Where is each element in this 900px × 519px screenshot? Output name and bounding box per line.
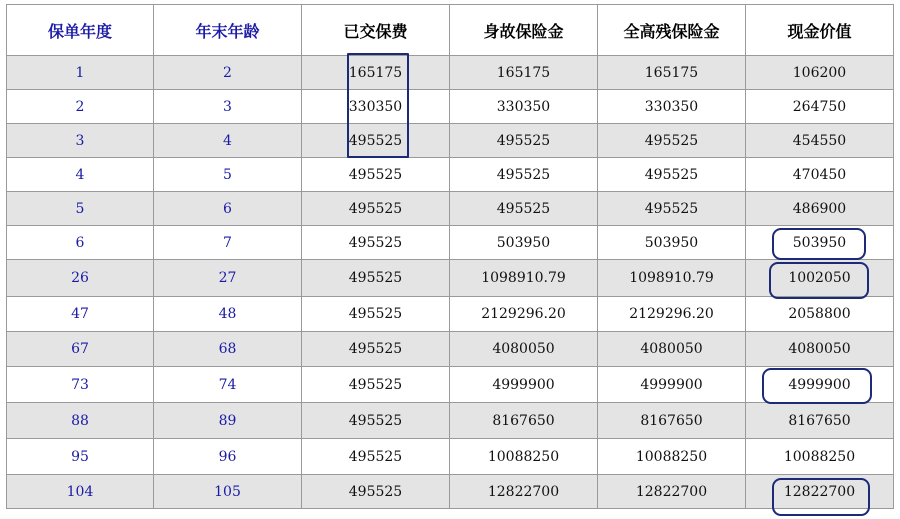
cell-cash-value: 2058800 (746, 297, 894, 332)
cell-cash-value: 12822700 (746, 475, 894, 509)
header-disability-benefit: 全高残保险金 (598, 5, 746, 56)
cell-premiums-paid: 495525 (302, 297, 450, 332)
cell-cash-value: 10088250 (746, 439, 894, 475)
cell-disability-benefit: 495525 (598, 158, 746, 192)
cell-policy-year: 5 (7, 192, 154, 226)
cell-premiums-paid: 495525 (302, 475, 450, 509)
cell-premiums-paid: 495525 (302, 192, 450, 226)
cell-premiums-paid: 495525 (302, 403, 450, 439)
table-row (7, 367, 894, 403)
cell-policy-year: 104 (7, 475, 154, 509)
cell-policy-year: 2 (7, 90, 154, 124)
cell-policy-year: 88 (7, 403, 154, 439)
cell-age: 6 (154, 192, 302, 226)
table-row (7, 158, 894, 192)
cell-age: 5 (154, 158, 302, 192)
cell-age: 96 (154, 439, 302, 475)
cell-age: 2 (154, 56, 302, 90)
cell-death-benefit: 495525 (450, 158, 598, 192)
cell-age: 3 (154, 90, 302, 124)
cell-policy-year: 3 (7, 124, 154, 158)
cell-death-benefit: 12822700 (450, 475, 598, 509)
header-age-at-year-end: 年末年龄 (154, 5, 302, 56)
cell-age: 68 (154, 332, 302, 367)
cell-death-benefit: 2129296.20 (450, 297, 598, 332)
cell-death-benefit: 330350 (450, 90, 598, 124)
cell-premiums-paid: 495525 (302, 260, 450, 297)
table-row (7, 403, 894, 439)
cell-cash-value: 454550 (746, 124, 894, 158)
cell-policy-year: 73 (7, 367, 154, 403)
cell-age: 4 (154, 124, 302, 158)
table-row (7, 124, 894, 158)
cell-disability-benefit: 503950 (598, 226, 746, 260)
header-premiums-paid: 已交保费 (302, 5, 450, 56)
table-row (7, 90, 894, 124)
cell-premiums-paid: 495525 (302, 332, 450, 367)
cell-death-benefit: 8167650 (450, 403, 598, 439)
cell-premiums-paid: 495525 (302, 226, 450, 260)
cell-age: 89 (154, 403, 302, 439)
cell-policy-year: 67 (7, 332, 154, 367)
cell-policy-year: 6 (7, 226, 154, 260)
table-row (7, 260, 894, 297)
cell-cash-value: 106200 (746, 56, 894, 90)
table-row (7, 439, 894, 475)
cell-premiums-paid: 495525 (302, 367, 450, 403)
cell-policy-year: 26 (7, 260, 154, 297)
insurance-benefit-table-container (6, 4, 894, 509)
table-row (7, 226, 894, 260)
cell-disability-benefit: 165175 (598, 56, 746, 90)
cell-disability-benefit: 4080050 (598, 332, 746, 367)
cell-cash-value: 8167650 (746, 403, 894, 439)
cell-premiums-paid: 495525 (302, 158, 450, 192)
cell-age: 7 (154, 226, 302, 260)
cell-policy-year: 95 (7, 439, 154, 475)
cell-age: 74 (154, 367, 302, 403)
cell-disability-benefit: 330350 (598, 90, 746, 124)
cell-age: 105 (154, 475, 302, 509)
cell-disability-benefit: 495525 (598, 124, 746, 158)
cell-policy-year: 4 (7, 158, 154, 192)
cell-death-benefit: 1098910.79 (450, 260, 598, 297)
cell-cash-value: 470450 (746, 158, 894, 192)
cell-cash-value: 503950 (746, 226, 894, 260)
cell-death-benefit: 495525 (450, 192, 598, 226)
table-body (7, 56, 894, 509)
cell-disability-benefit: 495525 (598, 192, 746, 226)
cell-premiums-paid: 495525 (302, 439, 450, 475)
cell-cash-value: 4999900 (746, 367, 894, 403)
cell-disability-benefit: 2129296.20 (598, 297, 746, 332)
cell-disability-benefit: 12822700 (598, 475, 746, 509)
cell-age: 27 (154, 260, 302, 297)
cell-premiums-paid: 495525 (302, 124, 450, 158)
cell-cash-value: 1002050 (746, 260, 894, 297)
table-row (7, 332, 894, 367)
table-row (7, 297, 894, 332)
table-row (7, 475, 894, 509)
cell-cash-value: 4080050 (746, 332, 894, 367)
cell-premiums-paid: 330350 (302, 90, 450, 124)
cell-death-benefit: 4080050 (450, 332, 598, 367)
cell-disability-benefit: 8167650 (598, 403, 746, 439)
cell-cash-value: 486900 (746, 192, 894, 226)
cell-death-benefit: 503950 (450, 226, 598, 260)
header-cash-value: 现金价值 (746, 5, 894, 56)
insurance-benefit-table (6, 4, 894, 509)
cell-age: 48 (154, 297, 302, 332)
cell-policy-year: 1 (7, 56, 154, 90)
cell-disability-benefit: 1098910.79 (598, 260, 746, 297)
cell-death-benefit: 4999900 (450, 367, 598, 403)
header-row (7, 5, 894, 56)
table-row (7, 56, 894, 90)
cell-cash-value: 264750 (746, 90, 894, 124)
cell-death-benefit: 10088250 (450, 439, 598, 475)
table-row (7, 192, 894, 226)
header-policy-year: 保单年度 (7, 5, 154, 56)
cell-disability-benefit: 10088250 (598, 439, 746, 475)
header-death-benefit: 身故保险金 (450, 5, 598, 56)
cell-policy-year: 47 (7, 297, 154, 332)
cell-disability-benefit: 4999900 (598, 367, 746, 403)
cell-premiums-paid: 165175 (302, 56, 450, 90)
cell-death-benefit: 165175 (450, 56, 598, 90)
cell-death-benefit: 495525 (450, 124, 598, 158)
